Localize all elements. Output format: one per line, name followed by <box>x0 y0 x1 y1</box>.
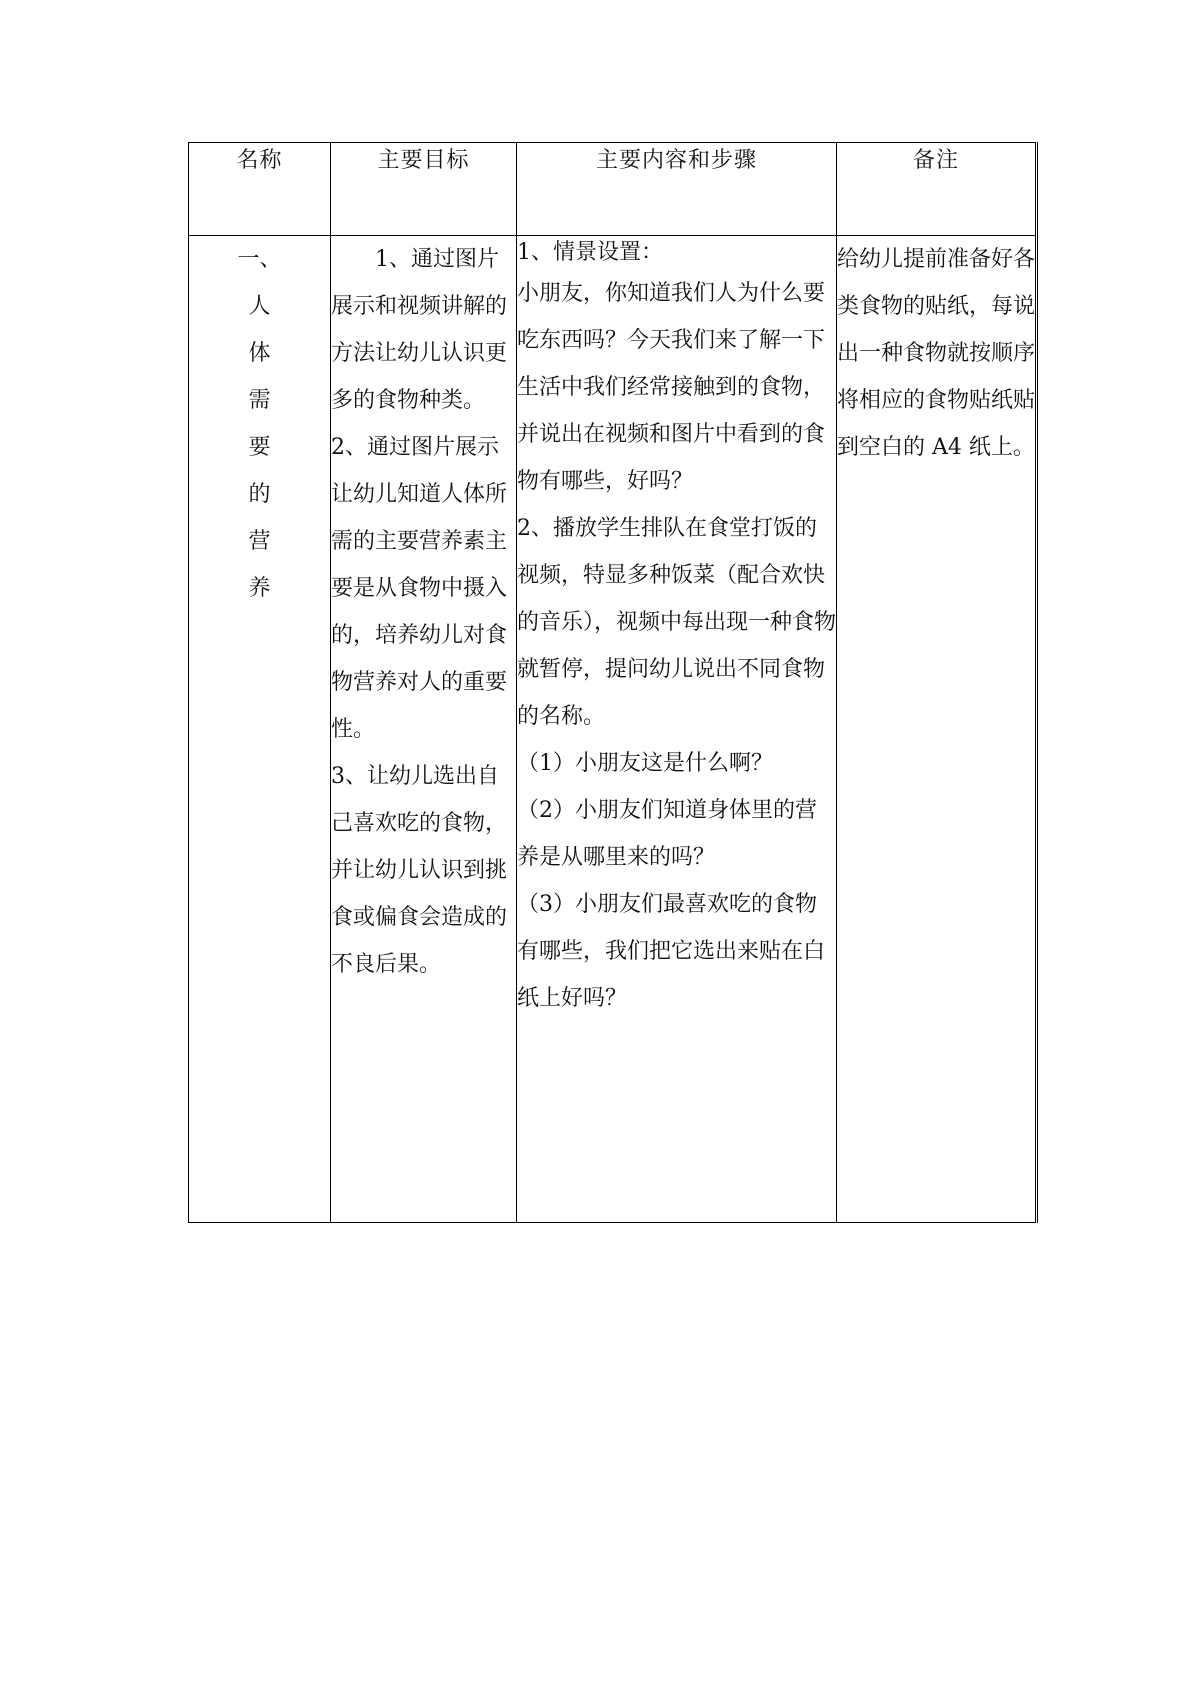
lesson-name-char: 人 <box>248 294 271 319</box>
content-step: （1）小朋友这是什么啊？ <box>517 751 773 776</box>
lesson-name-char: 体 <box>248 341 271 366</box>
note-text: 给幼儿提前准备好各类食物的贴纸，每说出一种食物就按顺序将相应的食物贴纸贴到空白的 A4 纸上。 <box>837 247 1036 460</box>
notes-cell <box>837 236 1037 1223</box>
content-steps-cell <box>517 236 837 1223</box>
content-step: 2、播放学生排队在食堂打饭的视频，特显多种饭菜（配合欢快的音乐），视频中每出现一种食物就暂停，提问幼儿说出不同食物的名称。 <box>517 516 837 729</box>
lesson-name-char: 要 <box>248 435 271 460</box>
header-name: 名称 <box>189 143 331 236</box>
goal-item: 3、让幼儿选出自己喜欢吃的食物，并让幼儿认识到挑食或偏食会造成的不良后果。 <box>331 764 508 977</box>
header-goal: 主要目标 <box>331 143 517 236</box>
main-goals-cell <box>331 236 517 1223</box>
table-row <box>189 236 1037 1223</box>
content-step: 小朋友，你知道我们人为什么要吃东西吗？今天我们来了解一下生活中我们经常接触到的食物，并说出在视频和图片中看到的食物有哪些，好吗？ <box>517 281 826 494</box>
lesson-plan-table <box>188 142 1038 1223</box>
lesson-name-cell <box>189 236 331 1223</box>
header-note: 备注 <box>837 143 1037 236</box>
lesson-name-char: 一、 <box>237 247 282 272</box>
header-content: 主要内容和步骤 <box>517 143 837 236</box>
lesson-name-char: 营 <box>248 529 271 554</box>
content-step: （2）小朋友们知道身体里的营养是从哪里来的吗？ <box>517 798 817 870</box>
content-step: （3）小朋友们最喜欢吃的食物有哪些，我们把它选出来贴在白纸上好吗？ <box>517 892 826 1011</box>
lesson-name-char: 的 <box>248 482 271 507</box>
goal-item: 2、通过图片展示让幼儿知道人体所需的主要营养素主要是从食物中摄入的，培养幼儿对食物营养对人的重要性。 <box>331 435 508 742</box>
lesson-name-char: 养 <box>248 576 271 601</box>
goal-item: 1、通过图片展示和视频讲解的方法让幼儿认识更多的食物种类。 <box>331 247 508 413</box>
lesson-name-char: 需 <box>248 388 271 413</box>
content-step: 1、情景设置： <box>517 240 663 265</box>
table-header-row <box>189 143 1037 236</box>
